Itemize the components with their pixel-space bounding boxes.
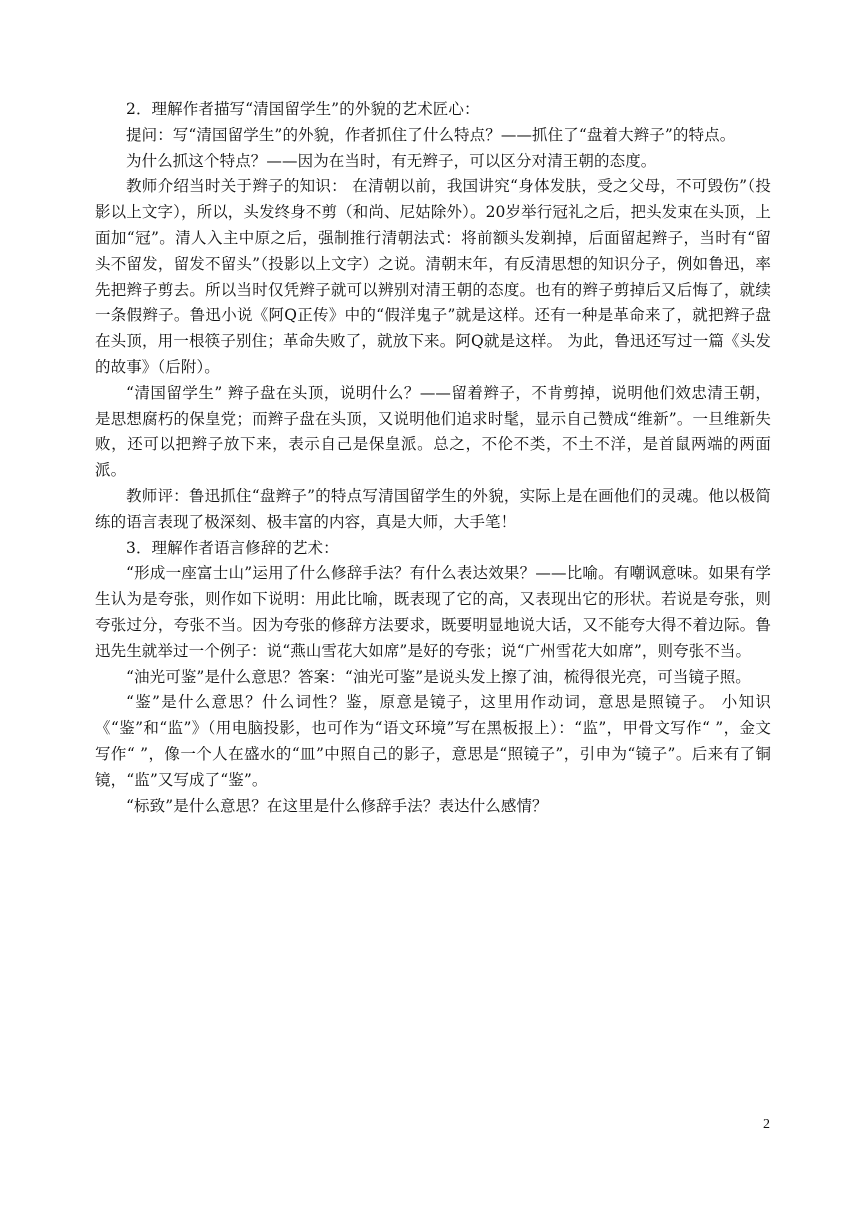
paragraph-section-2-heading: 2．理解作者描写“清国留学生”的外貌的艺术匠心： [126, 100, 480, 118]
paragraph-youguang-kejian: “油光可鉴”是什么意思？答案：“油光可鉴”是说头发上擦了油，梳得很光亮，可当镜子照。 [126, 667, 751, 686]
paragraph-question-appearance: 提问：写“清国留学生”的外貌，作者抓住了什么特点？——抓住了“盘着大辫子”的特点。 [126, 125, 736, 144]
page-number: 2 [763, 1117, 770, 1132]
paragraph-biaozhi-question: “标致”是什么意思？在这里是什么修辞手法？表达什么感情？ [126, 796, 548, 815]
paragraph-jian-meaning: “鉴”是什么意思？什么词性？鉴，原意是镜子，这里用作动词，意思是照镜子。 小知识《“鉴”和“监”》（用电脑投影，也可作为“语文环境”写在黑板报上）：“监”，甲骨文写作“ ”，金文写作“ ”，像一个人在盛水的“皿”中照自己的影子，意思是“照镜子”，引申为“镜子”。后来有了铜镜，“监”又写成了“鉴”。 [95, 693, 771, 789]
document-page [95, 97, 771, 819]
paragraph-why-feature: 为什么抓这个特点？——因为在当时，有无辫子，可以区分对清王朝的态度。 [126, 151, 657, 170]
paragraph-section-3-heading: 3．理解作者语言修辞的艺术： [126, 538, 339, 557]
paragraph-students-queue-meaning: “清国留学生” 辫子盘在头顶，说明什么？——留着辫子，不肯剪掉，说明他们效忠清王朝，是思想腐朽的保皇党；而辫子盘在头顶，又说明他们追求时髦，显示自己赞成“维新”。一旦维新失败，还可以把辫子放下来，表示自己是保皇派。总之，不伦不类，不土不洋，是首鼠两端的两面派。 [95, 383, 771, 480]
paragraph-teacher-comment: 教师评：鲁迅抓住“盘辫子”的特点写清国留学生的外貌，实际上是在画他们的灵魂。他以极简练的语言表现了极深刻、极丰富的内容，真是大师，大手笔！ [95, 486, 771, 531]
paragraph-fuji-rhetoric: “形成一座富士山”运用了什么修辞手法？有什么表达效果？——比喻。有嘲讽意味。如果有学生认为是夸张，则作如下说明：用此比喻，既表现了它的高，又表现出它的形状。若说是夸张，则夸张过分，夸张不当。因为夸张的修辞方法要求，既要明显地说大话，又不能夸大得不着边际。鲁迅先生就举过一个例子：说“燕山雪花大如席”是好的夸张；说“广州雪花大如席”，则夸张不当。 [95, 564, 771, 660]
paragraph-teacher-intro-queue: 教师介绍当时关于辫子的知识： 在清朝以前，我国讲究“身体发肤，受之父母，不可毁伤”（投影以上文字），所以，头发终身不剪（和尚、尼姑除外）。20岁举行冠礼之后，把头发束在头顶，上面加“冠”。清人入主中原之后，强制推行清朝法式：将前额头发剃掉，后面留起辫子，当时有“留头不留发，留发不留头”（投影以上文字）之说。清朝末年，有反清思想的知识分子，例如鲁迅，率先把辫子剪去。所以当时仅凭辫子就可以辨别对清王朝的态度。也有的辫子剪掉后又后悔了，就续一条假辫子。鲁迅小说《阿Q正传》中的“假洋鬼子”就是这样。还有一种是革命来了，就把辫子盘在头顶，用一根筷子别住；革命失败了，就放下来。阿Q就是这样。 为此，鲁迅还写过一篇《头发的故事》（后附）。 [95, 177, 771, 376]
